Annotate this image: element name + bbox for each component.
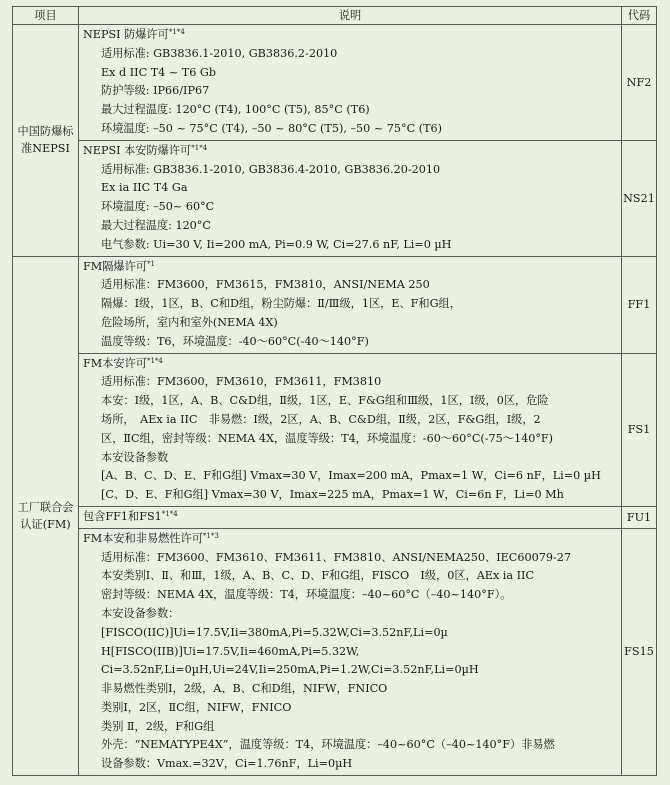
header-code: 代码 xyxy=(622,7,657,25)
row-code-ff1: FF1 xyxy=(622,256,657,353)
row-line: 环境温度: –50 ~ 75°C (T4), –50 ~ 80°C (T5), –50 ~ 75°C (T6) xyxy=(101,121,443,135)
row-desc-fs1 xyxy=(79,353,622,506)
row-line: 温度等级：T6，环境温度：-40～60°C(-40～140°F) xyxy=(101,334,369,348)
row-line: 类别 Ⅱ，2级，F和G组 xyxy=(101,719,215,733)
row-line: 场所， AEx ia IIC 非易燃：Ⅰ级，2区，A、B、C&D组，Ⅱ级，2区，F&G组，Ⅰ级，2 xyxy=(101,412,541,426)
row-line: 本安设备参数： xyxy=(101,606,180,620)
table-header-row xyxy=(13,7,657,25)
row-line: Ci=3.52nF,Li=0µH,Ui=24V,Ii=250mA,Pi=1.2W,Ci=3.52nF,Li=0µH xyxy=(101,663,479,677)
table-row xyxy=(13,25,657,141)
row-line: 区，ⅡC组，密封等级：NEMA 4X，温度等级：T4，环境温度：-60～60°C(-75～140°F) xyxy=(101,431,554,445)
row-line: [C、D、E、F和G组] Vmax=30 V，Imax=225 mA，Pmax=1 W，Ci=6n F，Li=0 Mh xyxy=(101,488,564,502)
row-title: 包含FF1和FS1 xyxy=(83,509,162,523)
footnote-mark: *1*4 xyxy=(191,143,208,152)
row-desc-ff1 xyxy=(79,256,622,353)
row-line: 类别Ⅰ，2区，ⅡC组，NIFW，FNICO xyxy=(101,700,292,714)
row-line: Ex ia IIC T4 Ga xyxy=(101,181,188,195)
group-label-nepsi: 中国防爆标准NEPSI xyxy=(13,25,79,257)
row-line: 适用标准: GB3836.1-2010, GB3836.4-2010, GB3836.20-2010 xyxy=(101,162,441,176)
table-row xyxy=(13,140,657,256)
spec-table xyxy=(12,6,657,776)
footnote-mark: *1*3 xyxy=(202,531,219,540)
row-line: 防护等级: IP66/IP67 xyxy=(101,84,210,98)
footnote-mark: *1 xyxy=(146,259,155,268)
header-item: 项目 xyxy=(13,7,79,25)
table-row xyxy=(13,256,657,353)
row-line: Ex d IIC T4 ~ T6 Gb xyxy=(101,65,217,79)
row-title: NEPSI 本安防爆许可 xyxy=(83,143,192,157)
table-row xyxy=(13,528,657,775)
header-desc: 说明 xyxy=(79,7,622,25)
group-label-fm: 工厂联合会认证(FM) xyxy=(13,256,79,776)
row-line: 非易燃性类别Ⅰ，2级，A、B、C和D组，NIFW，FNICO xyxy=(101,682,388,696)
row-line: [A、B、C、D、E、F和G组] Vmax=30 V，Imax=200 mA，Pmax=1 W，Ci=6 nF，Li=0 µH xyxy=(101,469,601,483)
row-line: 本安类别Ⅰ、Ⅱ、和Ⅲ，1级，A、B、C、D、F和G组，FISCO Ⅰ级，0区，AEx ia IIC xyxy=(101,569,535,583)
row-line: 设备参数：Vmax.=32V，Ci=1.76nF，Li=0µH xyxy=(101,757,353,771)
table-row xyxy=(13,506,657,528)
row-desc-nf2 xyxy=(79,25,622,141)
row-line: 外壳：“NEMATYPE4X”，温度等级：T4，环境温度：–40~60°C（–40~140°F）非易燃 xyxy=(101,738,555,752)
row-code-ns21: NS21 xyxy=(622,140,657,256)
row-line: [FISCO(IIC)]Ui=17.5V,Ii=380mA,Pi=5.32W,Ci=3.52nF,Li=0µ xyxy=(101,625,448,639)
row-line: 本安：Ⅰ级，1区，A、B、C&D组，Ⅱ级，1区，E、F&G组和Ⅲ级，1区，Ⅰ级，0区，危险 xyxy=(101,394,549,408)
row-line: 危险场所，室内和室外(NEMA 4X) xyxy=(101,315,278,329)
table-row xyxy=(13,353,657,506)
row-desc-fu1 xyxy=(79,506,622,528)
row-desc-fs15 xyxy=(79,528,622,775)
row-desc-ns21 xyxy=(79,140,622,256)
row-line: 适用标准：FM3600，FM3615，FM3810，ANSI/NEMA 250 xyxy=(101,278,430,292)
row-code-fs1: FS1 xyxy=(622,353,657,506)
row-line: 最大过程温度: 120°C xyxy=(101,218,211,232)
row-title: FM本安和非易燃性许可 xyxy=(83,531,203,545)
row-line: 适用标准: GB3836.1-2010, GB3836.2-2010 xyxy=(101,46,338,60)
row-line: 隔爆：Ⅰ级，1区，B、C和D组，粉尘防爆：Ⅱ/Ⅲ级，1区，E、F和G组， xyxy=(101,297,461,311)
row-line: H[FISCO(IIB)]Ui=17.5V,Ii=460mA,Pi=5.32W, xyxy=(101,644,360,658)
row-title: FM隔爆许可 xyxy=(83,259,147,273)
row-code-nf2: NF2 xyxy=(622,25,657,141)
row-line: 本安设备参数 xyxy=(101,450,169,464)
footnote-mark: *1*4 xyxy=(146,356,163,365)
row-line: 环境温度: –50~ 60°C xyxy=(101,200,215,214)
row-line: 适用标准：FM3600、FM3610、FM3611、FM3810、ANSI/NEMA250、IEC60079-27 xyxy=(101,550,571,564)
footnote-mark: *1*4 xyxy=(168,28,185,36)
row-title: NEPSI 防爆许可 xyxy=(83,28,169,41)
row-line: 最大过程温度: 120°C (T4), 100°C (T5), 85°C (T6) xyxy=(101,103,370,117)
row-line: 适用标准：FM3600，FM3610，FM3611，FM3810 xyxy=(101,375,382,389)
row-code-fu1: FU1 xyxy=(622,506,657,528)
row-line: 密封等级：NEMA 4X，温度等级：T4，环境温度：–40~60°C（–40~140°F）。 xyxy=(101,588,512,602)
footnote-mark: *1*4 xyxy=(161,509,178,518)
row-code-fs15: FS15 xyxy=(622,528,657,775)
row-title: FM本安许可 xyxy=(83,356,147,370)
row-line: 电气参数: Ui=30 V, Ii=200 mA, Pi=0.9 W, Ci=27.6 nF, Li=0 µH xyxy=(101,237,452,251)
